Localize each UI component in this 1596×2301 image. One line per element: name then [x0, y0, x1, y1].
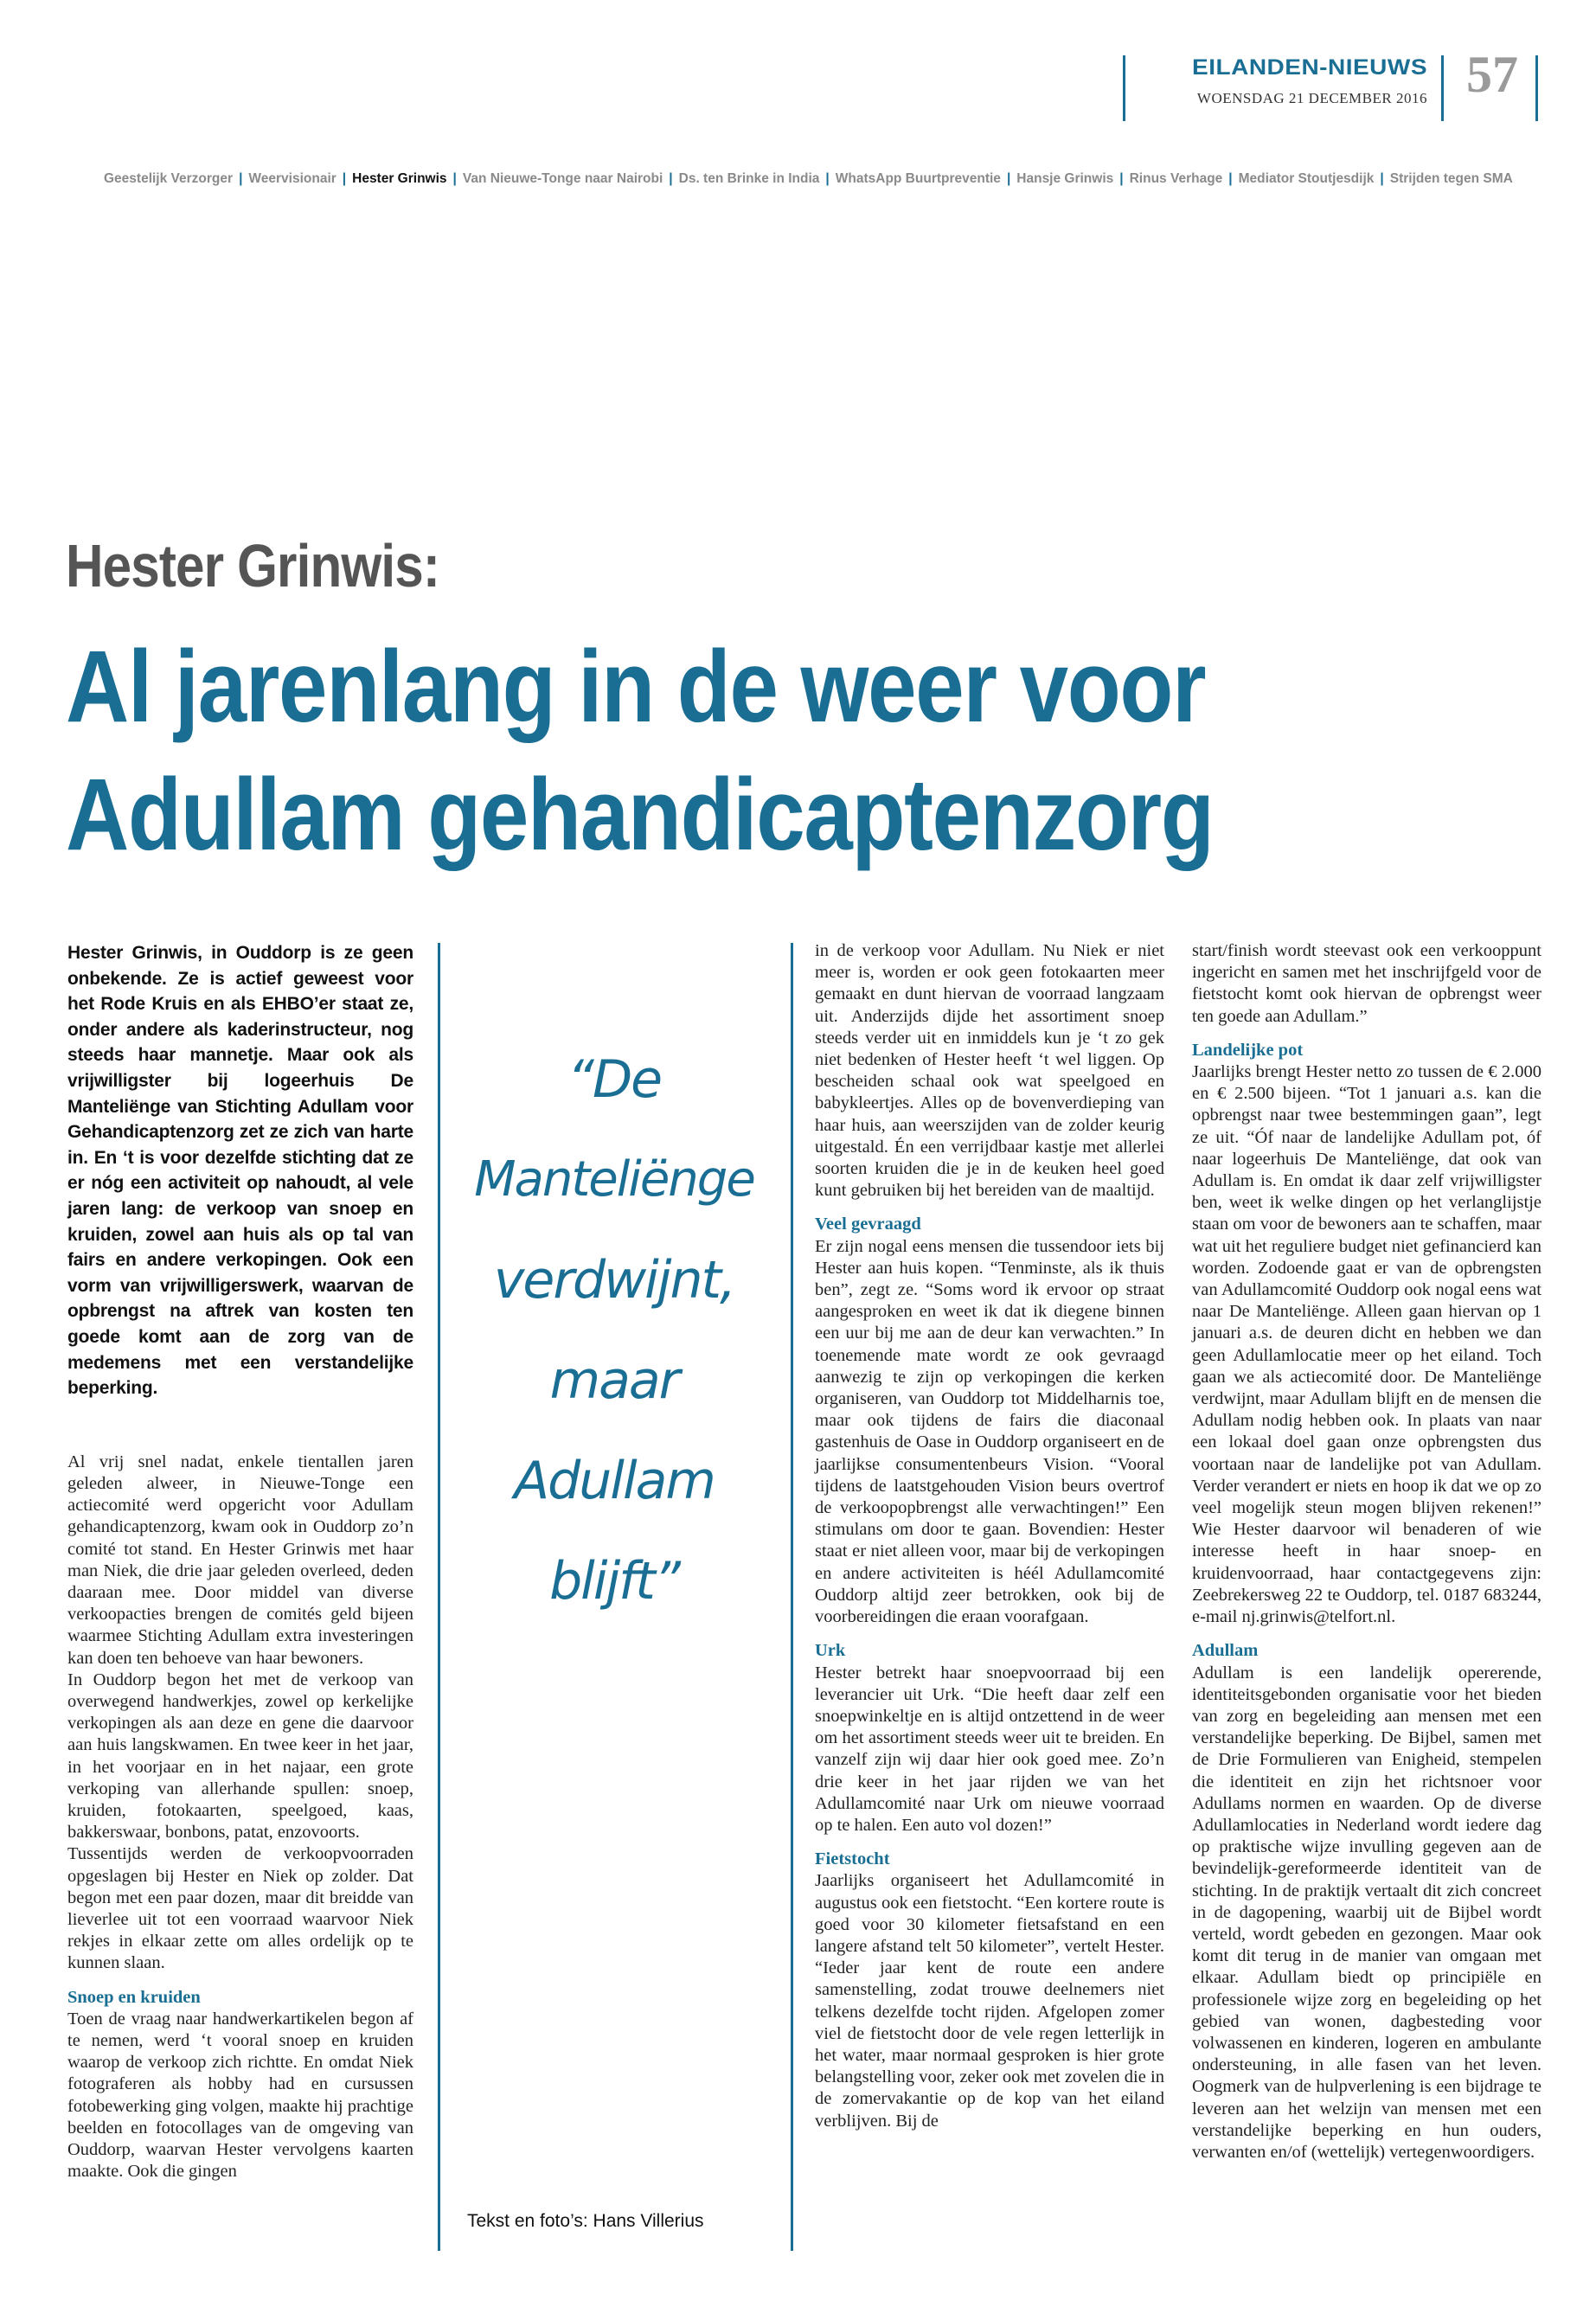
topic-link[interactable]: Ds. ten Brinke in India — [678, 171, 820, 186]
subheading-urk: Urk — [815, 1641, 846, 1661]
masthead-rule-left — [1123, 55, 1125, 121]
topic-link[interactable]: Strijden tegen SMA — [1389, 171, 1513, 186]
article-lede: Hester Grinwis, in Ouddorp is ze geen onbekende. Ze is actief geweest voor het Rode Kruis en als EHBO’er staat ze, onder andere als kaderinstructeur, nog steeds haar mannetje. Maar ook als vrijwilligster bij logeerhuis De Manteliënge van Stichting Adullam voor Gehandicaptenzorg zet ze zich van harte in. En ‘t is voor dezelfde stichting dat ze er nóg een activiteit op nahoudt, al vele jaren lang: de verkoop van snoep en kruiden, zowel aan huis als op tal van fairs en andere verkopingen. Ook een vorm van vrijwilligerswerk, waarvan de opbrengst na aftrek van kosten ten goede komt aan de zorg van de medemens met een verstandelijke beperking. — [67, 943, 413, 1399]
column-3 — [815, 940, 1164, 2132]
subheading-veel-gevraagd: Veel gevraagd — [815, 1215, 921, 1234]
subheading-adullam: Adullam — [1192, 1641, 1259, 1661]
topic-link[interactable]: Rinus Verhage — [1129, 171, 1223, 186]
topic-separator: | — [825, 171, 830, 186]
topic-link[interactable]: Weervisionair — [248, 171, 337, 186]
article-kicker: Hester Grinwis: — [66, 532, 440, 599]
quote-line: Adullam — [514, 1451, 715, 1511]
subheading-landelijke-pot: Landelijke pot — [1192, 1040, 1304, 1060]
headline-line-2: Adullam gehandicaptenzorg — [66, 758, 1214, 872]
topic-link[interactable]: Hansje Grinwis — [1016, 171, 1114, 186]
topic-separator: | — [452, 171, 457, 186]
article-headline — [66, 623, 1330, 879]
subheading-snoep-en-kruiden: Snoep en kruiden — [67, 1987, 201, 2007]
paragraph: Al vrij snel nadat, enkele tientallen jaren geleden alweer, in Nieuwe-Tonge een actiecomité werd opgericht voor Adullam gehandicaptenzorg, kwam ook in Ouddorp zo’n comité tot stand. En Hester Grinwis met haar man Niek, die drie jaar geleden overleed, deden daaraan mee. Door middel van diverse verkoopacties brengen de comités geld bijeen waarmee Stichting Adullam extra investeringen kan doen ten behoeve van haar bewoners. — [67, 1452, 413, 1668]
newspaper-name: EILANDEN-NIEUWS — [1192, 54, 1427, 80]
masthead-rule-right — [1535, 55, 1538, 121]
masthead-rule-middle — [1441, 55, 1444, 121]
headline-line-1: Al jarenlang in de weer voor — [66, 630, 1206, 744]
paragraph: start/finish wordt steevast ook een verkooppunt ingericht en samen met het inschrijfgeld voor de fietstocht komt ook hiervan de opbrengst weer ten goede aan Adullam.” — [1192, 941, 1542, 1026]
paragraph: Toen de vraag naar handwerkartikelen begon af te nemen, werd ‘t vooral snoep en kruiden waarop de verkoop zich richtte. En omdat Niek fotograferen als hobby had en cursussen fotobewerking ging volgen, maakte hij prachtige beelden en fotocollages van de omgeving van Ouddorp, waarvan Hester vervolgens kaarten maakte. Ook die gingen — [67, 2009, 413, 2182]
page-number: 57 — [1466, 46, 1518, 103]
topic-separator: | — [342, 171, 347, 186]
topic-separator: | — [669, 171, 673, 186]
column-1 — [67, 940, 413, 2182]
paragraph: Jaarlijks organiseert het Adullamcomité in augustus ook een fietstocht. “Een kortere route is goed voor 30 kilometer fietsafstand en een langere afstand telt 50 kilometer”, vertelt Hester. “Ieder jaar kent de route een andere samenstelling, zodat trouwe deelnemers niet telkens dezelfde tocht rijden. Afgelopen zomer viel de fietstocht door de vele regen letterlijk in het water, maar normaal gesproken is hier grote belangstelling voor, zeker ook met zovelen die in de zomervakantie op de kop van het eiland verblijven. Bij de — [815, 1871, 1164, 2131]
paragraph: Er zijn nogal eens mensen die tussendoor iets bij Hester aan huis kopen. “Tenminste, als ik thuis ben”, zegt ze. “Soms word ik ervoor op straat aangesproken en weet ik dat ik diegene binnen een uur bij me aan de deur kan verwachten.” In toenemende mate wordt ze ook gevraagd aanwezig te zijn op verkopingen die kerken organiseren, van Ouddorp tot Middelharnis toe, maar ook tijdens de fairs die diaconaal gastenhuis de Oase in Ouddorp organiseert en de jaarlijkse consumentenbeurs Vision. “Vooral tijdens de laatstgehouden Vision beurs overtrof de verkoopopbrengst alle verwachtingen!” Een stimulans om door te gaan. Bovendien: Hester staat er niet alleen voor, maar bij de verkopingen en andere activiteiten is héél Adullamcomité Ouddorp altijd zeer betrokken, ook bij de voorbereidingen die eraan voorafgaan. — [815, 1236, 1164, 1627]
topic-separator: | — [239, 171, 243, 186]
topic-link[interactable]: Geestelijk Verzorger — [104, 171, 234, 186]
quote-line: verdwijnt, — [493, 1250, 735, 1311]
quote-line: Manteliënge — [474, 1151, 754, 1208]
quote-line: blijft” — [549, 1551, 679, 1612]
paragraph: Tussentijds werden de verkoopvoorraden opgeslagen bij Hester en Niek op zolder. Dat begon met een paar dozen, maar dit breidde van lieverlee uit tot een voorraad waarvoor Niek rekjes in elkaar zette om alles ordelijk op te kunnen slaan. — [67, 1844, 413, 1973]
topic-separator: | — [1119, 171, 1124, 186]
topic-link[interactable]: Van Nieuwe-Tonge naar Nairobi — [462, 171, 663, 186]
quote-line: “De — [567, 1049, 662, 1110]
quote-line: maar — [549, 1350, 679, 1411]
topic-separator: | — [1228, 171, 1233, 186]
topic-nav — [104, 171, 1522, 187]
topic-separator: | — [1380, 171, 1384, 186]
paragraph: Jaarlijks brengt Hester netto zo tussen de € 2.000 en € 2.500 bijeen. “Tot 1 januari a.s. kan die opbrengst naar twee bestemmingen gaan”, legt ze uit. “Óf naar de landelijke Adullam pot, óf naar logeerhuis De Manteliënge, dat ook van Adullam is. En omdat ik daar zelf vrijwilligster ben, weet ik welke dingen op het verlanglijstje staan om voor de bewoners aan te schaffen, maar wat uit het reguliere budget niet gefinancierd kan worden. Zodoende gaat er van de opbrengsten van Adullamcomité Ouddorp ook nogal eens wat naar De Manteliënge. Alleen gaan hiervan op 1 januari a.s. de deuren dicht en hebben we dan geen Adullamlocatie meer op het eiland. Toch gaan we als actiecomité door. De Manteliënge verdwijnt, maar Adullam blijft en de mensen die Adullam nodig hebben ook. In plaats van naar een lokaal doel gaan onze opbrengsten dus voortaan naar de landelijke pot van Adullam. Verder verandert er niets en hoop ik dat we op zo veel mogelijk steun mogen blijven rekenen!” Wie Hester daarvoor wil benaderen of wie interesse heeft in haar snoep- en kruidenvoorraad, haar contactgegevens zijn: Zeebrekersweg 22 te Ouddorp, tel. 0187 683244, e-mail nj.grinwis@telfort.nl. — [1192, 1062, 1542, 1627]
paragraph: Adullam is een landelijk opererende, identiteitsgebonden organisatie voor het bieden van zorg en begeleiding aan mensen met een verstandelijke beperking. De Bijbel, samen met de Drie Formulieren van Enigheid, stempelen die identiteit en zijn het richtsnoer voor Adullams normen en waarden. Op de diverse Adullamlocaties in Nederland wordt iedere dag op praktische wijze invulling gegeven aan de bevindelijk-gereformeerde identiteit van de stichting. In de praktijk vertaalt dit zich concreet in de dagopening, waarbij uit de Bijbel wordt verteld, wordt gebeden en gezongen. Maar ook komt dit terug in de manier van omgaan met elkaar. Adullam biedt op principiële en professionele wijze zorg en begeleiding op het gebied van wonen, dagbesteding voor volwassenen en kinderen, logeren en ambulante ondersteuning, in alle fasen van het leven. Oogmerk van de hulpverlening is een bijdrage te leveren aan het welzijn van mensen met een verstandelijke beperking en hun ouders, verwanten en/of (wettelijk) vertegenwoordigers. — [1192, 1663, 1542, 2162]
topic-link[interactable]: WhatsApp Buurtpreventie — [835, 171, 1001, 186]
issue-date: WOENSDAG 21 DECEMBER 2016 — [1196, 90, 1427, 106]
column-4 — [1192, 940, 1542, 2163]
topic-separator: | — [1006, 171, 1011, 186]
topic-link[interactable]: Mediator Stoutjesdijk — [1238, 171, 1375, 186]
pull-quote — [450, 1029, 779, 1631]
paragraph: In Ouddorp begon het met de verkoop van overwegend handwerkjes, zowel op kerkelijke verkopingen als aan deze en gene die daarvoor aan huis langskwamen. En twee keer in het jaar, in het voorjaar en in het najaar, een grote verkoping van allerhande spullen: snoep, kruiden, fotokaarten, speelgoed, kaas, bakkerswaar, bonbons, patat, enzovoorts. — [67, 1670, 413, 1843]
paragraph: in de verkoop voor Adullam. Nu Niek er niet meer is, worden er ook geen fotokaarten meer gemaakt en dunt hiervan de voorraad langzaam uit. Anderzijds dijde het assortiment snoep steeds verder uit en inmiddels kun je ‘t zo gek niet bedenken of Hester heeft ‘t wel liggen. Op bescheiden schaal ook wat speelgoed en babykleertjes. Alles op de bovenverdieping van haar huis, aan weerszijden van de zolder keurig uitgestald. Én een verrijdbaar kastje met allerlei soorten kruiden die je in de keuken heel goed kunt gebruiken bij het bereiden van de maaltijd. — [815, 941, 1164, 1201]
paragraph: Hester betrekt haar snoepvoorraad bij een leverancier uit Urk. “Die heeft daar zelf een snoepwinkeltje en is altijd ontzettend in de weer om het assortiment steeds weer uit te breiden. En vanzelf zijn wij daar hier ook goed mee. Zo’n drie keer in het jaar rijden we van het Adullamcomité naar Urk om nieuwe voorraad op te halen. Een auto vol dozen!” — [815, 1663, 1164, 1835]
column-divider — [438, 943, 440, 2251]
photo-credit: Tekst en foto’s: Hans Villerius — [467, 2211, 704, 2231]
column-divider — [791, 943, 793, 2251]
topic-link[interactable]: Hester Grinwis — [352, 171, 447, 186]
subheading-fietstocht: Fietstocht — [815, 1849, 890, 1869]
